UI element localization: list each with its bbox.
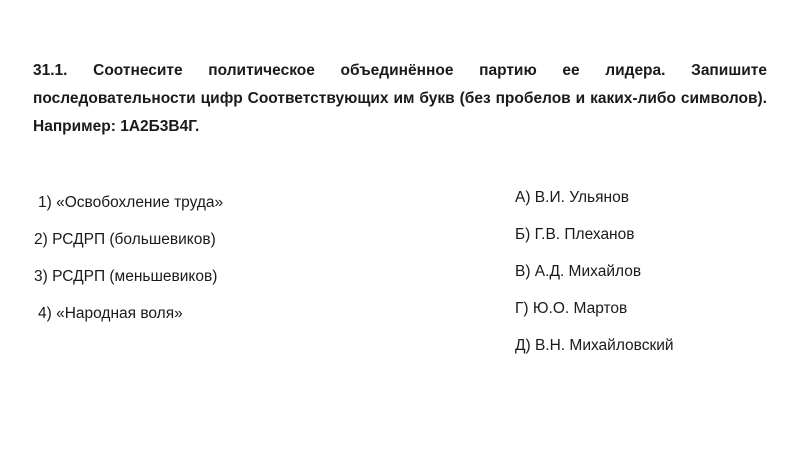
leaders-list — [515, 185, 795, 370]
party-item-1: 1) «Освобохление труда» — [38, 194, 224, 211]
leader-item-b: Б) Г.В. Плеханов — [515, 226, 635, 243]
leader-item-d: Д) В.Н. Михайловский — [515, 337, 674, 354]
parties-list — [34, 190, 394, 338]
leader-item-g: Г) Ю.О. Мартов — [515, 300, 628, 317]
party-item-2: 2) РСДРП (большевиков) — [34, 231, 216, 248]
leader-item-a: А) В.И. Ульянов — [515, 189, 629, 206]
leader-item-v: В) А.Д. Михайлов — [515, 263, 642, 280]
question-text: 31.1. Соотнесите политическое объединённое партию ее лидера. Запишите последовательности цифр Соответствующих им букв (без пробелов и каких-либо символов). Например: 1А2Б3В4Г. — [33, 62, 767, 135]
party-item-3: 3) РСДРП (меньшевиков) — [34, 268, 218, 285]
party-item-4: 4) «Народная воля» — [38, 305, 183, 322]
